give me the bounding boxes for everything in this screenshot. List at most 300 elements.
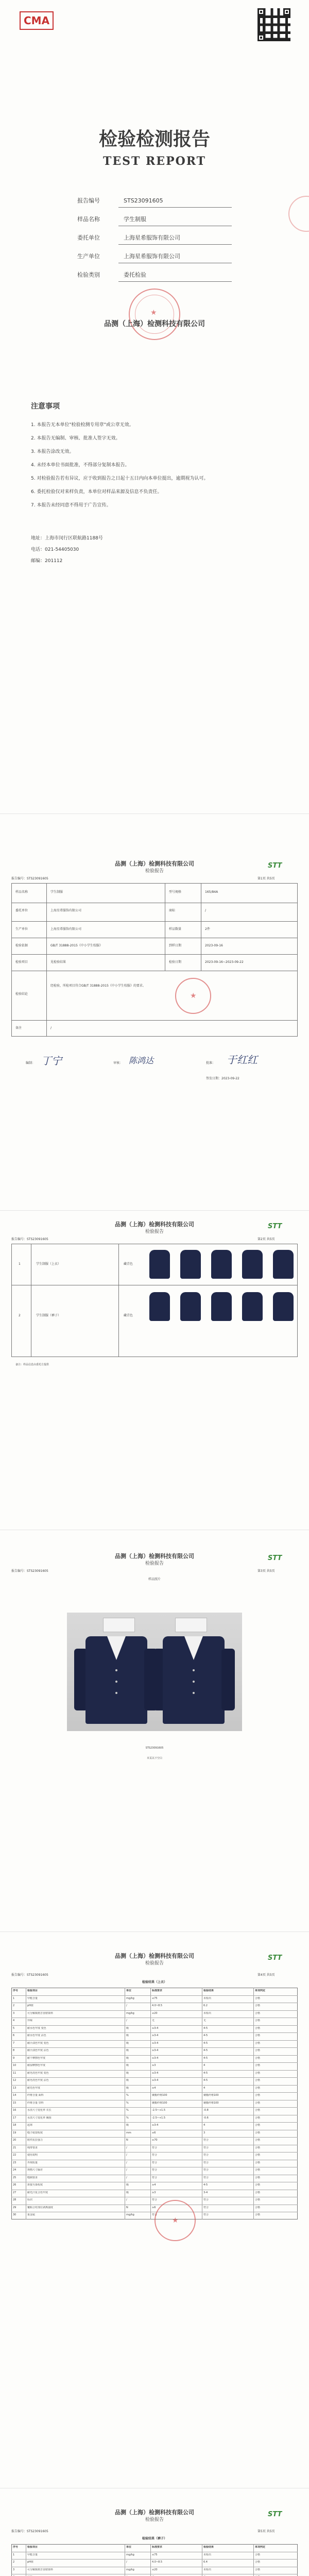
- table-header-cell: 单项判定: [255, 2546, 266, 2549]
- sample-no: 2: [19, 1314, 21, 1317]
- field-value: 上海星希服饰有限公司: [124, 234, 180, 241]
- table-header-cell: 标准要求: [152, 2546, 163, 2549]
- table-row: [11, 2107, 298, 2115]
- table-cell: 19: [13, 2131, 16, 2134]
- table-cell: 符合: [203, 2168, 209, 2172]
- table-cell: 级: [126, 2034, 129, 2038]
- table-row: [11, 2092, 298, 2100]
- value-arrival: 2023-09-16: [205, 944, 223, 947]
- field-label: 检验类别: [77, 272, 100, 278]
- table-cell: 聚酯纤维100: [203, 2101, 219, 2105]
- photo-tag: [175, 1618, 207, 1632]
- table-row: [11, 2055, 298, 2063]
- table-cell: 合格: [255, 2011, 261, 2015]
- page-number: 第3页 共5页: [258, 1569, 275, 1573]
- table-cell: N: [126, 2139, 128, 2142]
- table-header-cell: 序号: [13, 1989, 19, 1992]
- results-table-body: [11, 2544, 298, 2576]
- table-cell: 22: [13, 2154, 16, 2157]
- table-cell: 4: [203, 2064, 205, 2067]
- table-cell: %: [126, 2101, 129, 2105]
- table-header-cell: 检验项目: [27, 2546, 38, 2549]
- table-cell: 24: [13, 2168, 16, 2172]
- field-value: 上海星希服饰有限公司: [124, 253, 180, 260]
- table-cell: 未检出: [203, 2568, 212, 2571]
- notice-title: 注意事项: [31, 402, 60, 411]
- table-cell: 21: [13, 2146, 16, 2149]
- sample-note: 备注：样品信息由委托方提供: [15, 1363, 49, 1366]
- table-cell: 符合: [152, 2154, 158, 2157]
- table-cell: ≥3: [152, 2064, 156, 2067]
- table-cell: mg/kg: [126, 2568, 134, 2571]
- table-row: [11, 2552, 298, 2560]
- table-row: [11, 2175, 298, 2182]
- sample-name: 学生制服（上衣）: [36, 1262, 61, 1266]
- table-cell: 级: [126, 2056, 129, 2060]
- table-cell: ≤6: [152, 2131, 156, 2134]
- table-cell: 合格: [255, 2034, 261, 2038]
- table-cell: 合格: [255, 2064, 261, 2067]
- sample-thumb-jacket: [211, 1250, 232, 1279]
- table-cell: 级: [126, 2026, 129, 2030]
- sample-thumb-jacket: [149, 1250, 170, 1279]
- table-cell: 级: [126, 2071, 129, 2075]
- table-cell: 合格: [255, 2191, 261, 2194]
- table-cell: ≥3-4: [152, 2056, 159, 2060]
- table-cell: 9: [13, 2056, 15, 2060]
- notice-item: 6. 委托检验仅对来样负责，本单位对样品来源及信息不负责任。: [31, 489, 162, 495]
- table-cell: mg/kg: [126, 2213, 134, 2217]
- table-cell: 合格: [255, 2124, 261, 2127]
- table-cell: 级: [126, 2041, 129, 2045]
- report-cover-page: [0, 0, 309, 814]
- table-cell: 起球: [27, 2124, 33, 2127]
- sample-thumb-pants: [211, 1292, 232, 1321]
- page-number: 第5页 共5页: [258, 2530, 275, 2533]
- field-value: 委托检验: [124, 272, 146, 278]
- table-cell: 3: [203, 2131, 205, 2134]
- field-manufacturer: [77, 251, 232, 270]
- table-cell: 未检出: [203, 2553, 212, 2556]
- table-row: [11, 2190, 298, 2197]
- cover-company-name: 品测（上海）检测科技有限公司: [104, 320, 205, 328]
- results-table-body: [11, 1988, 298, 2219]
- table-row: [11, 2085, 298, 2093]
- label-standard: 检验依据: [15, 944, 28, 947]
- edge-seal: [288, 196, 309, 232]
- sample-name: 学生制服（裤子）: [36, 1314, 61, 1317]
- table-cell: 合格: [255, 2139, 261, 2142]
- table-cell: 4-5: [203, 2183, 208, 2187]
- table-cell: 耐水色牢度 沾色: [27, 2034, 46, 2038]
- table-cell: 3-4: [203, 2191, 208, 2194]
- qr-code: [258, 8, 290, 41]
- table-cell: 合格: [255, 2026, 261, 2030]
- value-client: 上海星希服饰有限公司: [50, 909, 82, 912]
- table-row: [11, 2010, 298, 2018]
- table-cell: 4-5: [203, 2034, 208, 2038]
- table-cell: 耐皂洗色牢度 沾色: [27, 2079, 49, 2082]
- table-cell: mg/kg: [126, 2553, 134, 2556]
- table-cell: 异味: [27, 2019, 33, 2023]
- table-cell: 6.4: [203, 2561, 208, 2564]
- table-cell: N: [126, 2206, 128, 2209]
- table-row: [11, 2018, 298, 2025]
- page-number: 第1页 共5页: [258, 877, 275, 880]
- table-cell: 4-5: [203, 2041, 208, 2045]
- table-cell: 缝子纰裂程度: [27, 2131, 43, 2134]
- table-cell: 17: [13, 2116, 16, 2120]
- table-cell: 6: [13, 2034, 15, 2038]
- page-company-name: 品测（上海）检测科技有限公司: [115, 1953, 194, 1959]
- table-row: [11, 2003, 298, 2010]
- table-header-cell: 序号: [13, 2546, 19, 2549]
- table-row: [11, 2167, 298, 2175]
- table-cell: mg/kg: [126, 1996, 134, 2000]
- signature-approved: 于红红: [227, 1054, 258, 1066]
- table-cell: ≥4: [152, 2183, 156, 2187]
- table-cell: -2.5~+1.5: [152, 2109, 166, 2112]
- table-cell: mg/kg: [126, 2011, 134, 2015]
- table-cell: 2: [13, 2561, 15, 2564]
- table-row: [11, 2025, 298, 2033]
- report-title-cn: 检验检测报告: [98, 128, 210, 150]
- table-cell: /: [126, 2154, 127, 2157]
- table-cell: 耐干摩擦色牢度: [27, 2056, 46, 2060]
- table-cell: %: [126, 2094, 129, 2097]
- table-cell: 级: [126, 2064, 129, 2067]
- notice-item: 3. 本报告涂改无效。: [31, 449, 74, 454]
- table-cell: -2.5~+1.5: [152, 2116, 166, 2120]
- table-cell: ≥6: [152, 2206, 156, 2209]
- table-header-cell: 标准要求: [152, 1989, 163, 1992]
- table-header-cell: 单项判定: [255, 1989, 266, 1992]
- table-cell: 聚酯纤维100: [152, 2101, 167, 2105]
- field-report-no: [77, 196, 232, 214]
- table-cell: /: [126, 2168, 127, 2172]
- value-standard: GB/T 31888-2015《中小学生校服》: [50, 944, 102, 947]
- table-cell: ≥3: [152, 2191, 156, 2194]
- table-row: [11, 2100, 298, 2108]
- sample-info-page: [0, 1211, 309, 1530]
- table-cell: 甲醛含量: [27, 1996, 38, 2000]
- table-cell: 15: [13, 2101, 16, 2105]
- table-row: [11, 1995, 298, 2003]
- table-cell: 合格: [255, 2168, 261, 2172]
- table-cell: pH值: [27, 2004, 33, 2008]
- summary-table: [11, 883, 298, 1037]
- sample-photo-page: [0, 1530, 309, 1932]
- table-cell: 外观质量: [27, 2161, 38, 2164]
- table-cell: 级: [126, 2124, 129, 2127]
- value-brand: /: [205, 909, 207, 912]
- table-row: [11, 2115, 298, 2123]
- table-cell: 合格: [255, 2553, 261, 2556]
- results-page-jacket: [0, 1932, 309, 2488]
- page-subtitle: 检验报告: [145, 1561, 164, 1566]
- table-cell: 合格: [255, 2131, 261, 2134]
- notice-item: 7. 本报告未经同意不得用于广告宣传。: [31, 503, 111, 508]
- page-company-name: 品测（上海）检测科技有限公司: [115, 1221, 194, 1228]
- table-row: [11, 2152, 298, 2160]
- label-model: 型号规格: [169, 890, 182, 894]
- table-cell: 5: [13, 2026, 15, 2030]
- sample-thumb-pants: [273, 1292, 294, 1321]
- label-client: 委托单位: [15, 909, 28, 912]
- table-cell: 合格: [255, 2161, 261, 2164]
- notice-item: 1. 本报告无本单位"检验检测专用章"或公章无效。: [31, 422, 134, 428]
- table-row: [11, 2040, 298, 2048]
- table-cell: 合格: [255, 2561, 261, 2564]
- table-row: [11, 2567, 298, 2574]
- table-cell: 合格: [255, 2206, 261, 2209]
- table-cell: 符合: [203, 2139, 209, 2142]
- table-cell: 合格: [255, 2198, 261, 2202]
- table-row: [11, 2137, 298, 2145]
- page-subtitle: 检验报告: [145, 1229, 164, 1234]
- table-row: [11, 2077, 298, 2085]
- table-cell: 合格: [255, 2079, 261, 2082]
- brand-logo: STT: [268, 1554, 282, 1562]
- table-row: [11, 2574, 298, 2576]
- results-page-pants: [0, 2488, 309, 2576]
- table-cell: 1: [13, 2553, 15, 2556]
- table-row: [11, 2160, 298, 2167]
- label-arrival: 到样日期: [169, 944, 182, 947]
- report-summary-page: [0, 814, 309, 1211]
- table-cell: 耐光汗复合色牢度: [27, 2191, 48, 2194]
- table-cell: -0.6: [203, 2116, 209, 2120]
- table-cell: 可分解致癌芳香胺染料: [27, 2568, 54, 2571]
- label-sample: 样品名称: [15, 890, 28, 894]
- table-cell: 23: [13, 2161, 16, 2164]
- table-cell: 耐水色牢度 变色: [27, 2026, 46, 2030]
- table-cell: 合格: [255, 2094, 261, 2097]
- table-cell: 合格: [255, 2071, 261, 2075]
- table-cell: 合格: [255, 2568, 261, 2571]
- table-cell: ≥3-4: [152, 2034, 159, 2038]
- table-cell: 14: [13, 2094, 16, 2097]
- table-cell: 符合: [203, 2213, 209, 2217]
- table-cell: ≥3-4: [152, 2079, 159, 2082]
- cma-logo: [20, 11, 54, 30]
- table-cell: 符合: [203, 2146, 209, 2149]
- table-cell: 使用说明: [27, 2154, 38, 2157]
- table-cell: 符合: [152, 2176, 158, 2179]
- table-cell: 合格: [255, 2176, 261, 2179]
- sign-label-reviewed: 审核：: [113, 1061, 123, 1065]
- table-cell: 合格: [255, 2004, 261, 2008]
- sign-label-prepared: 编制：: [26, 1061, 36, 1065]
- table-cell: 4: [203, 2124, 205, 2127]
- brand-logo: STT: [268, 2511, 282, 2518]
- table-row: [11, 2130, 298, 2138]
- table-cell: ≤75: [152, 2553, 158, 2556]
- table-row: [11, 2062, 298, 2070]
- table-cell: pH值: [27, 2561, 33, 2564]
- label-test-date: 检验日期: [169, 960, 182, 964]
- table-cell: 规格尺寸偏差: [27, 2168, 43, 2172]
- table-cell: 合格: [255, 2101, 261, 2105]
- report-title-en: TEST REPORT: [102, 155, 207, 168]
- table-cell: 级: [126, 2079, 129, 2082]
- table-cell: 级: [126, 2049, 129, 2053]
- report-number: 报告编号：STS23091605: [11, 2530, 48, 2533]
- table-cell: 合格: [255, 2041, 261, 2045]
- table-cell: 甲醛含量: [27, 2553, 38, 2556]
- field-label: 生产单位: [77, 253, 100, 260]
- table-cell: 未检出: [203, 2011, 212, 2015]
- table-cell: 3: [13, 2568, 15, 2571]
- table-cell: ≥4: [152, 2086, 156, 2090]
- table-row: [11, 2182, 298, 2190]
- table-cell: /: [126, 2019, 127, 2023]
- table-cell: 合格: [255, 2146, 261, 2149]
- table-cell: 级: [126, 2183, 129, 2187]
- sample-thumb-jacket: [180, 1250, 201, 1279]
- field-value: 学生制服: [124, 216, 146, 223]
- table-row: [11, 2197, 298, 2205]
- blank-footer: 本页以下空白: [146, 1757, 162, 1760]
- table-cell: 重金属: [27, 2213, 36, 2217]
- report-number: 报告编号：STS23091605: [11, 877, 48, 880]
- table-cell: 12: [13, 2079, 16, 2082]
- results-seal: ★: [154, 2200, 196, 2241]
- page-number: 第2页 共5页: [258, 1238, 275, 1241]
- table-cell: 18: [13, 2124, 16, 2127]
- sample-desc: 藏青色: [124, 1262, 133, 1266]
- sign-date: 签发日期：2023-09-22: [206, 1077, 239, 1080]
- table-cell: 合格: [255, 2183, 261, 2187]
- value-test-date: 2023-09-16~2023-09-22: [205, 960, 244, 964]
- results-title: 检验结果（上衣）: [142, 1980, 167, 1984]
- field-client: [77, 233, 232, 251]
- table-cell: 无: [203, 2019, 207, 2023]
- table-cell: 符合: [203, 2161, 209, 2164]
- table-cell: 耐汗渍色牢度 变色: [27, 2041, 49, 2045]
- table-cell: 26: [13, 2183, 16, 2187]
- table-cell: 6.2: [203, 2004, 208, 2008]
- table-cell: 合格: [255, 2086, 261, 2090]
- table-cell: /: [126, 2146, 127, 2149]
- value-remark: /: [50, 1026, 52, 1030]
- table-cell: 符合: [203, 2176, 209, 2179]
- table-cell: 4-5: [203, 2049, 208, 2053]
- table-cell: 10: [13, 2064, 16, 2067]
- table-cell: 绳带要求: [27, 2146, 38, 2149]
- value-quantity: 2件: [205, 927, 210, 931]
- table-cell: 4-5: [203, 2079, 208, 2082]
- page-subtitle: 检验报告: [145, 1961, 164, 1966]
- table-header-cell: 检验结果: [203, 2546, 214, 2549]
- sample-desc: 藏青色: [124, 1314, 133, 1317]
- table-cell: 纤维含量 面料: [27, 2094, 44, 2097]
- table-cell: 未检出: [203, 1996, 212, 2000]
- company-seal: ★: [129, 289, 180, 340]
- table-cell: /: [126, 2161, 127, 2164]
- table-cell: 16: [13, 2109, 16, 2112]
- table-cell: 符合: [152, 2213, 158, 2217]
- field-value: STS23091605: [124, 197, 163, 204]
- table-cell: 4-5: [203, 2071, 208, 2075]
- table-cell: 覆粘合衬部位剥离强度: [27, 2206, 54, 2209]
- notice-item: 5. 对检验报告若有异议，应于收到报告之日起十五日内向本单位提出，逾期视为认可。: [31, 476, 209, 481]
- table-cell: 拼接互染程度: [27, 2183, 43, 2187]
- table-cell: 合格: [255, 2213, 261, 2217]
- report-number: 报告编号：STS23091605: [11, 1238, 48, 1241]
- table-cell: 附件抗拉强力: [27, 2139, 43, 2142]
- table-cell: 4.0~8.5: [152, 2561, 163, 2564]
- photo-caption: 样品照片: [148, 1578, 161, 1581]
- page-company-name: 品测（上海）检测科技有限公司: [115, 2509, 194, 2516]
- table-cell: ≤20: [152, 2011, 158, 2015]
- page-subtitle: 检验报告: [145, 2517, 164, 2522]
- label-quantity: 样品数量: [169, 927, 182, 931]
- table-cell: 水洗尺寸变化率 衣长: [27, 2109, 52, 2112]
- table-cell: %: [126, 2109, 129, 2112]
- table-cell: mm: [126, 2131, 131, 2134]
- table-row: [11, 2047, 298, 2055]
- sample-thumb-pants: [242, 1292, 263, 1321]
- table-header-cell: 检验项目: [27, 1989, 38, 1992]
- table-cell: ≥3-4: [152, 2049, 159, 2053]
- field-label: 委托单位: [77, 234, 100, 241]
- table-cell: ≤20: [152, 2568, 158, 2571]
- table-row: [11, 2559, 298, 2567]
- table-cell: 合格: [255, 2049, 261, 2053]
- table-cell: 符合: [152, 2198, 158, 2202]
- sample-no: 1: [19, 1262, 21, 1266]
- table-cell: ≤75: [152, 1996, 158, 2000]
- label-items: 检验项目: [15, 960, 28, 964]
- table-cell: 聚酯纤维100: [203, 2094, 219, 2097]
- table-cell: 4.0~8.5: [152, 2004, 163, 2008]
- label-manufacturer: 生产单位: [15, 927, 28, 931]
- table-cell: 耐湿摩擦色牢度: [27, 2064, 46, 2067]
- table-cell: 合格: [255, 2116, 261, 2120]
- field-label: 报告编号: [77, 197, 100, 204]
- table-cell: 28: [13, 2198, 16, 2202]
- table-cell: ≥3-4: [152, 2041, 159, 2045]
- brand-logo: STT: [268, 862, 282, 870]
- table-cell: 27: [13, 2191, 16, 2194]
- table-row: [11, 2032, 298, 2040]
- contact-phone: 电话：021-54405030: [31, 547, 79, 552]
- value-sample: 学生制服: [50, 890, 63, 894]
- brand-logo: STT: [268, 1223, 282, 1230]
- table-cell: 符合: [152, 2161, 158, 2164]
- table-cell: 耐皂洗色牢度 变色: [27, 2071, 49, 2075]
- table-header-cell: 单位: [126, 1989, 132, 1992]
- table-cell: 11: [13, 2071, 16, 2075]
- table-row: [11, 2070, 298, 2078]
- brand-logo: STT: [268, 1954, 282, 1962]
- table-cell: 可分解致癌芳香胺染料: [27, 2011, 54, 2015]
- table-row: [11, 2145, 298, 2153]
- table-cell: 耐光色牢度: [27, 2086, 41, 2090]
- photo-tag: [103, 1618, 135, 1632]
- notice-item: 4. 未经本单位书面批准，不得部分复制本报告。: [31, 463, 130, 468]
- table-cell: 4-5: [203, 2056, 208, 2060]
- page-company-name: 品测（上海）检测科技有限公司: [115, 1553, 194, 1560]
- table-cell: ≥70: [152, 2139, 158, 2142]
- field-sample-name: [77, 214, 232, 233]
- table-header-cell: 检验结果: [203, 1989, 214, 1992]
- label-brand: 商标: [169, 909, 176, 912]
- table-cell: 20: [13, 2139, 16, 2142]
- table-cell: 合格: [255, 2019, 261, 2023]
- table-cell: 2: [13, 2004, 15, 2008]
